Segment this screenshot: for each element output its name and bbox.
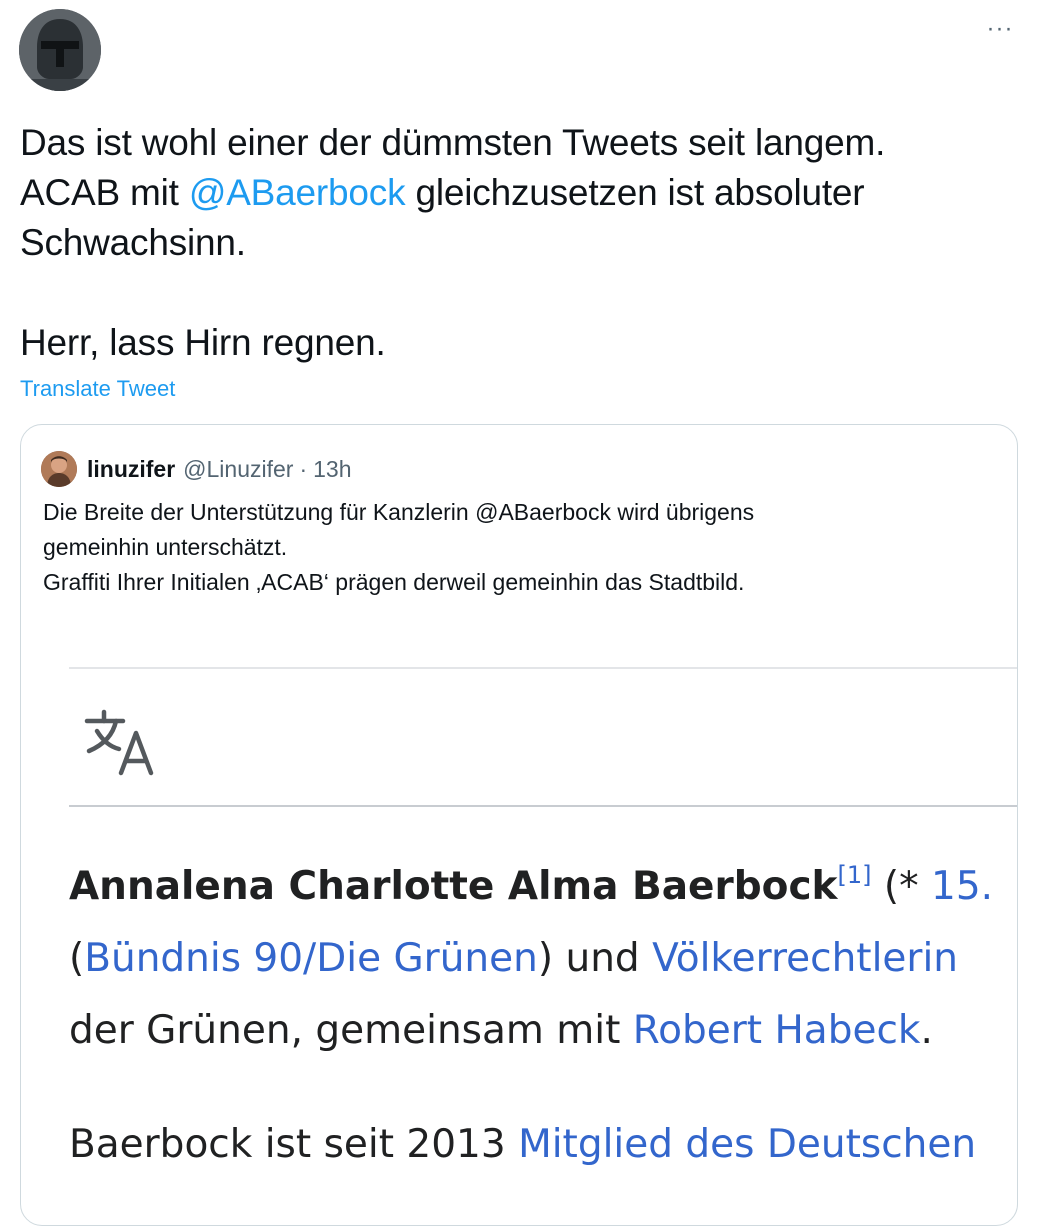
habeck-link[interactable]: Robert Habeck — [632, 1008, 921, 1053]
paragraph-gap — [69, 1067, 993, 1109]
tweet-text-segment: gleichzusetzen ist absoluter — [405, 172, 865, 213]
quoted-author-handle[interactable]: @Linuzifer — [183, 455, 294, 482]
wiki-line — [69, 923, 993, 995]
tweet-line: Herr, lass Hirn regnen. — [20, 322, 386, 363]
wiki-text-segment: (* — [871, 864, 932, 909]
wiki-text-segment: . — [920, 1008, 933, 1053]
wiki-line — [69, 839, 993, 923]
quoted-tweet-time[interactable]: 13h — [313, 455, 352, 482]
wiki-line — [69, 1109, 993, 1181]
wiki-text-segment: ( — [69, 936, 85, 981]
quoted-tweet-text — [43, 495, 1003, 600]
translate-tweet-link[interactable]: Translate Tweet — [20, 376, 176, 401]
quoted-tweet-image[interactable] — [69, 667, 1018, 1226]
party-link[interactable]: Bündnis 90/Die Grünen — [84, 936, 538, 981]
wiki-line — [69, 995, 993, 1067]
separator-dot: · — [299, 455, 308, 482]
birth-date-link[interactable]: 15. — [931, 864, 994, 909]
footnote-link[interactable]: [1] — [837, 861, 872, 889]
person-avatar-icon — [41, 451, 77, 487]
translate-icon — [83, 707, 163, 777]
wiki-text-segment: der Grünen, gemeinsam mit — [69, 1008, 633, 1053]
divider — [69, 667, 1018, 669]
helmet-avatar-icon — [19, 9, 101, 91]
profession-link[interactable]: Völkerrechtlerin — [652, 936, 959, 981]
quoted-tweet-line: Die Breite der Unterstützung für Kanzlerin @ABaerbock wird übrigens — [43, 499, 755, 525]
author-avatar[interactable] — [19, 9, 101, 91]
wiki-text-segment: Baerbock ist seit 2013 — [69, 1122, 519, 1167]
quoted-tweet-card[interactable] — [20, 424, 1018, 1226]
wiki-subject-name: Annalena Charlotte Alma Baerbock — [69, 864, 838, 909]
quoted-tweet-line: gemeinhin unterschätzt. — [43, 534, 288, 560]
quoted-author-avatar[interactable] — [41, 451, 77, 487]
bundestag-link[interactable]: Mitglied des Deutschen — [518, 1122, 977, 1167]
tweet-text-segment: ACAB mit — [20, 172, 189, 213]
wiki-article-text — [69, 839, 993, 1181]
divider — [69, 805, 1018, 807]
quoted-author-name[interactable]: linuzifer — [87, 455, 176, 482]
mention-link[interactable]: @ABaerbock — [188, 172, 406, 213]
quoted-tweet-line: Graffiti Ihrer Initialen ‚ACAB‘ prägen derweil gemeinhin das Stadtbild. — [43, 569, 745, 595]
tweet-line: Das ist wohl einer der dümmsten Tweets seit langem. — [20, 122, 886, 163]
more-options-icon[interactable]: ··· — [986, 15, 1014, 42]
quoted-tweet-header — [41, 451, 352, 487]
tweet-text — [20, 118, 1010, 368]
tweet-line — [20, 168, 1010, 218]
tweet-line: Schwachsinn. — [20, 222, 246, 263]
wiki-text-segment: ) und — [537, 936, 653, 981]
paragraph-gap — [20, 268, 1010, 318]
